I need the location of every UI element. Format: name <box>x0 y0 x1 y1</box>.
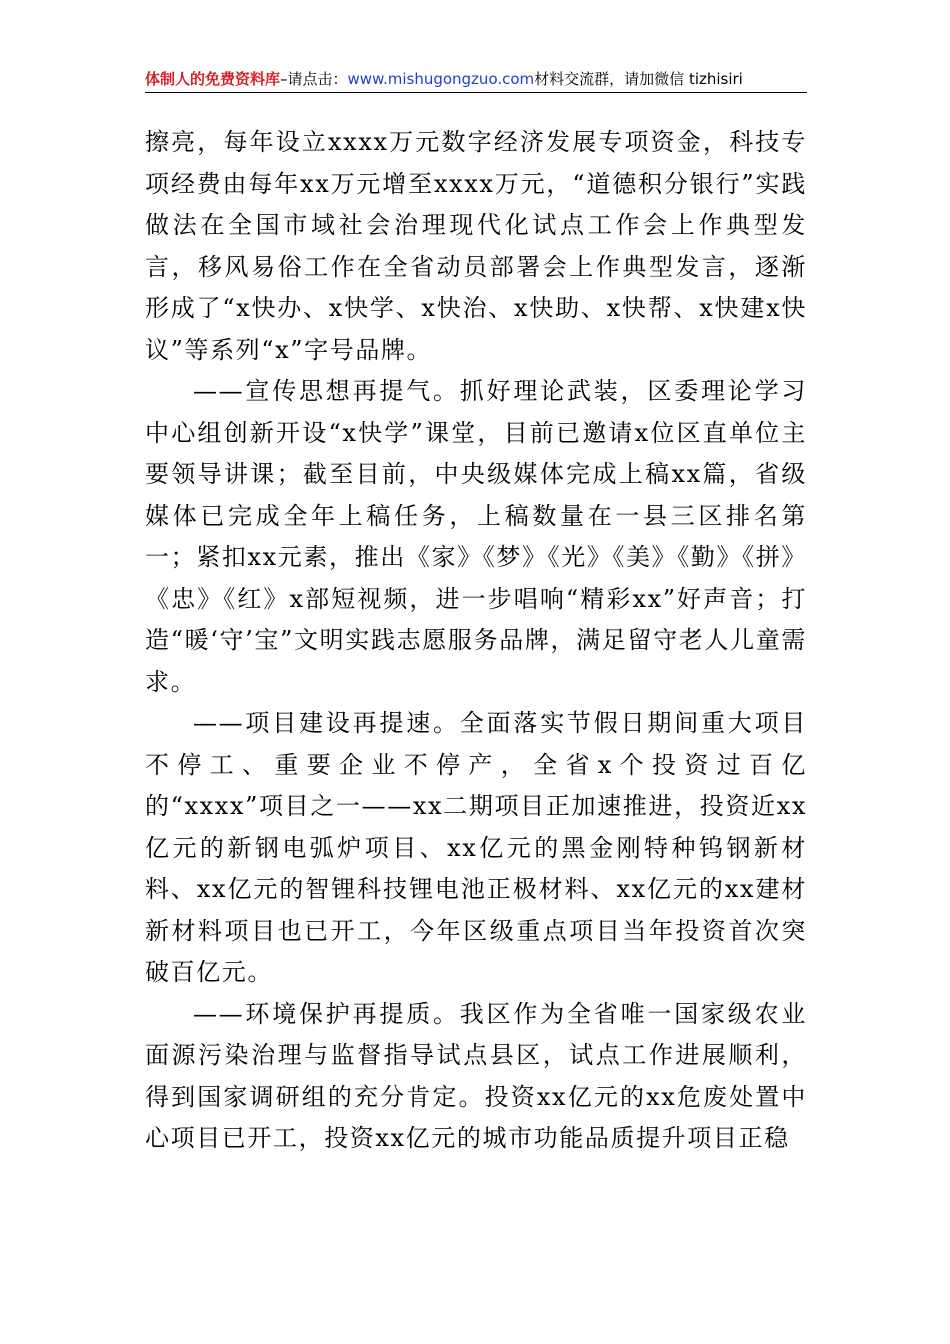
paragraph-environment: ——环境保护再提质。我区作为全省唯一国家级农业面源污染治理与监督指导试点县区，试点工作进展顺利，得到国家调研组的充分肯定。投资xx亿元的xx危废处置中心项目已开工，投资xx亿元的城市功能品质提升项目正稳 <box>145 999 807 1152</box>
paragraph-publicity: ——宣传思想再提气。抓好理论武装，区委理论学习中心组创新开设“x快学”课堂，目前已邀请x位区直单位主要领导讲课；截至目前，中央级媒体完成上稿xx篇，省级媒体已完成全年上稿任务，上稿数量在一县三区排名第一；紧扣xx元素，推出《家》《梦》《光》《美》《勤》《拼》《忠》《红》x部短视频，进一步唱响“精彩xx”好声音；打造“暖‘守’宝”文明实践志愿服务品牌，满足留守老人儿童需求。 <box>145 377 807 696</box>
header-brand: 体制人的免费资料库 <box>145 70 281 88</box>
paragraph-continuation: 擦亮，每年设立xxxx万元数字经济发展专项资金，科技专项经费由每年xx万元增至xxxx万元，“道德积分银行”实践做法在全国市域社会治理现代化试点工作会上作典型发言，移风易俗工作在全省动员部署会上作典型发言，逐渐形成了“x快办、x快学、x快治、x快助、x快帮、x快建x快议”等系列“x”字号品牌。 <box>145 128 807 364</box>
paragraph-projects: ——项目建设再提速。全面落实节假日期间重大项目不停工、重要企业不停产，全省x个投资过百亿的“xxxx”项目之一——xx二期项目正加速推进，投资近xx亿元的新钢电弧炉项目、xx亿元的黑金刚特种钨钢新材料、xx亿元的智锂科技锂电池正极材料、xx亿元的xx建材新材料项目也已开工，今年区级重点项目当年投资首次突破百亿元。 <box>145 709 807 986</box>
header-url-link[interactable]: www.mishugongzuo.com <box>347 70 535 88</box>
document-body <box>145 122 807 1160</box>
page-header <box>145 66 807 93</box>
header-prompt: –请点击： <box>280 70 348 88</box>
header-suffix: 材料交流群，请加微信 tizhisiri <box>534 70 743 88</box>
